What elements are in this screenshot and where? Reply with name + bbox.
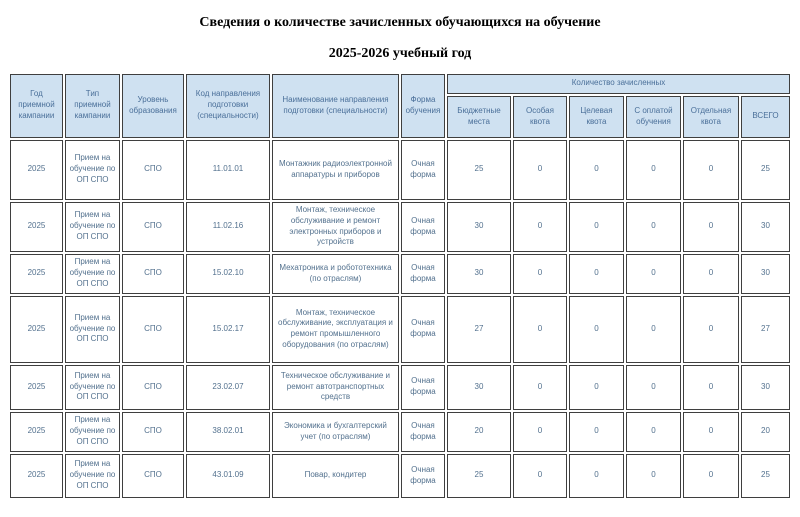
cell-specialty-name: Монтажник радиоэлектронной аппаратуры и приборов — [272, 140, 399, 200]
cell-budget-places: 27 — [447, 296, 511, 363]
cell-target-quota: 0 — [569, 140, 624, 200]
table-row — [10, 412, 790, 452]
cell-specialty-name: Мехатроника и робототехника (по отраслям) — [272, 254, 399, 294]
cell-education-form: Очная форма — [401, 365, 445, 410]
cell-education-level: СПО — [122, 412, 184, 452]
cell-special-quota: 0 — [513, 454, 567, 498]
cell-budget-places: 20 — [447, 412, 511, 452]
cell-budget-places: 30 — [447, 365, 511, 410]
table-row — [10, 296, 790, 363]
cell-specialty-code: 43.01.09 — [186, 454, 270, 498]
cell-year: 2025 — [10, 296, 63, 363]
cell-target-quota: 0 — [569, 454, 624, 498]
cell-total: 30 — [741, 365, 790, 410]
cell-specialty-name: Повар, кондитер — [272, 454, 399, 498]
cell-year: 2025 — [10, 412, 63, 452]
cell-target-quota: 0 — [569, 254, 624, 294]
cell-separate-quota: 0 — [683, 296, 739, 363]
cell-education-level: СПО — [122, 454, 184, 498]
cell-education-level: СПО — [122, 365, 184, 410]
col-header-year: Год приемной кампании — [10, 74, 63, 138]
col-header-specialty-code: Код направления подготовки (специальности) — [186, 74, 270, 138]
cell-education-form: Очная форма — [401, 254, 445, 294]
cell-separate-quota: 0 — [683, 365, 739, 410]
cell-special-quota: 0 — [513, 140, 567, 200]
cell-paid-tuition: 0 — [626, 365, 681, 410]
cell-budget-places: 30 — [447, 202, 511, 252]
cell-year: 2025 — [10, 140, 63, 200]
cell-campaign-type: Прием на обучение по ОП СПО — [65, 202, 120, 252]
col-header-separate-quota: Отдельная квота — [683, 96, 739, 138]
cell-specialty-code: 15.02.10 — [186, 254, 270, 294]
cell-education-form: Очная форма — [401, 140, 445, 200]
table-row — [10, 140, 790, 200]
col-header-education-form: Форма обучения — [401, 74, 445, 138]
enrollment-table — [8, 72, 792, 500]
cell-total: 27 — [741, 296, 790, 363]
cell-campaign-type: Прием на обучение по ОП СПО — [65, 365, 120, 410]
col-header-specialty-name: Наименование направления подготовки (специальности) — [272, 74, 399, 138]
cell-year: 2025 — [10, 454, 63, 498]
cell-paid-tuition: 0 — [626, 412, 681, 452]
cell-budget-places: 25 — [447, 454, 511, 498]
cell-special-quota: 0 — [513, 412, 567, 452]
table-row — [10, 254, 790, 294]
cell-education-level: СПО — [122, 140, 184, 200]
cell-campaign-type: Прием на обучение по ОП СПО — [65, 296, 120, 363]
col-header-special-quota: Особая квота — [513, 96, 567, 138]
cell-paid-tuition: 0 — [626, 202, 681, 252]
cell-year: 2025 — [10, 254, 63, 294]
col-header-education-level: Уровень образования — [122, 74, 184, 138]
cell-campaign-type: Прием на обучение по ОП СПО — [65, 454, 120, 498]
cell-education-form: Очная форма — [401, 202, 445, 252]
col-header-total: ВСЕГО — [741, 96, 790, 138]
col-header-budget-places: Бюджетные места — [447, 96, 511, 138]
cell-education-level: СПО — [122, 202, 184, 252]
cell-education-form: Очная форма — [401, 296, 445, 363]
cell-specialty-name: Монтаж, техническое обслуживание, эксплуатация и ремонт промышленного оборудования (по отраслям) — [272, 296, 399, 363]
page-title: Сведения о количестве зачисленных обучающихся на обучение — [199, 15, 601, 30]
cell-campaign-type: Прием на обучение по ОП СПО — [65, 254, 120, 294]
col-header-paid-tuition: С оплатой обучения — [626, 96, 681, 138]
cell-total: 20 — [741, 412, 790, 452]
cell-total: 25 — [741, 454, 790, 498]
cell-education-level: СПО — [122, 296, 184, 363]
cell-specialty-name: Экономика и бухгалтерский учет (по отраслям) — [272, 412, 399, 452]
table-row — [10, 454, 790, 498]
cell-paid-tuition: 0 — [626, 296, 681, 363]
header-row-top — [10, 74, 790, 94]
table-row — [10, 365, 790, 410]
cell-special-quota: 0 — [513, 254, 567, 294]
cell-target-quota: 0 — [569, 296, 624, 363]
cell-total: 30 — [741, 202, 790, 252]
col-header-campaign-type: Тип приемной кампании — [65, 74, 120, 138]
col-group-header-enrolled-count: Количество зачисленных — [447, 74, 790, 94]
cell-total: 25 — [741, 140, 790, 200]
cell-separate-quota: 0 — [683, 254, 739, 294]
cell-special-quota: 0 — [513, 365, 567, 410]
cell-paid-tuition: 0 — [626, 140, 681, 200]
cell-separate-quota: 0 — [683, 202, 739, 252]
cell-separate-quota: 0 — [683, 454, 739, 498]
cell-specialty-code: 38.02.01 — [186, 412, 270, 452]
cell-special-quota: 0 — [513, 202, 567, 252]
cell-budget-places: 25 — [447, 140, 511, 200]
cell-separate-quota: 0 — [683, 412, 739, 452]
cell-year: 2025 — [10, 202, 63, 252]
cell-education-form: Очная форма — [401, 412, 445, 452]
cell-campaign-type: Прием на обучение по ОП СПО — [65, 412, 120, 452]
cell-total: 30 — [741, 254, 790, 294]
cell-specialty-code: 23.02.07 — [186, 365, 270, 410]
cell-special-quota: 0 — [513, 296, 567, 363]
cell-specialty-code: 15.02.17 — [186, 296, 270, 363]
cell-campaign-type: Прием на обучение по ОП СПО — [65, 140, 120, 200]
cell-target-quota: 0 — [569, 365, 624, 410]
cell-specialty-code: 11.01.01 — [186, 140, 270, 200]
cell-education-level: СПО — [122, 254, 184, 294]
cell-specialty-name: Техническое обслуживание и ремонт автотранспортных средств — [272, 365, 399, 410]
cell-specialty-code: 11.02.16 — [186, 202, 270, 252]
table-row — [10, 202, 790, 252]
cell-target-quota: 0 — [569, 412, 624, 452]
cell-year: 2025 — [10, 365, 63, 410]
cell-separate-quota: 0 — [683, 140, 739, 200]
cell-budget-places: 30 — [447, 254, 511, 294]
cell-paid-tuition: 0 — [626, 254, 681, 294]
cell-education-form: Очная форма — [401, 454, 445, 498]
cell-paid-tuition: 0 — [626, 454, 681, 498]
page-subtitle: 2025-2026 учебный год — [328, 45, 472, 61]
cell-specialty-name: Монтаж, техническое обслуживание и ремонт электронных приборов и устройств — [272, 202, 399, 252]
cell-target-quota: 0 — [569, 202, 624, 252]
col-header-target-quota: Целевая квота — [569, 96, 624, 138]
